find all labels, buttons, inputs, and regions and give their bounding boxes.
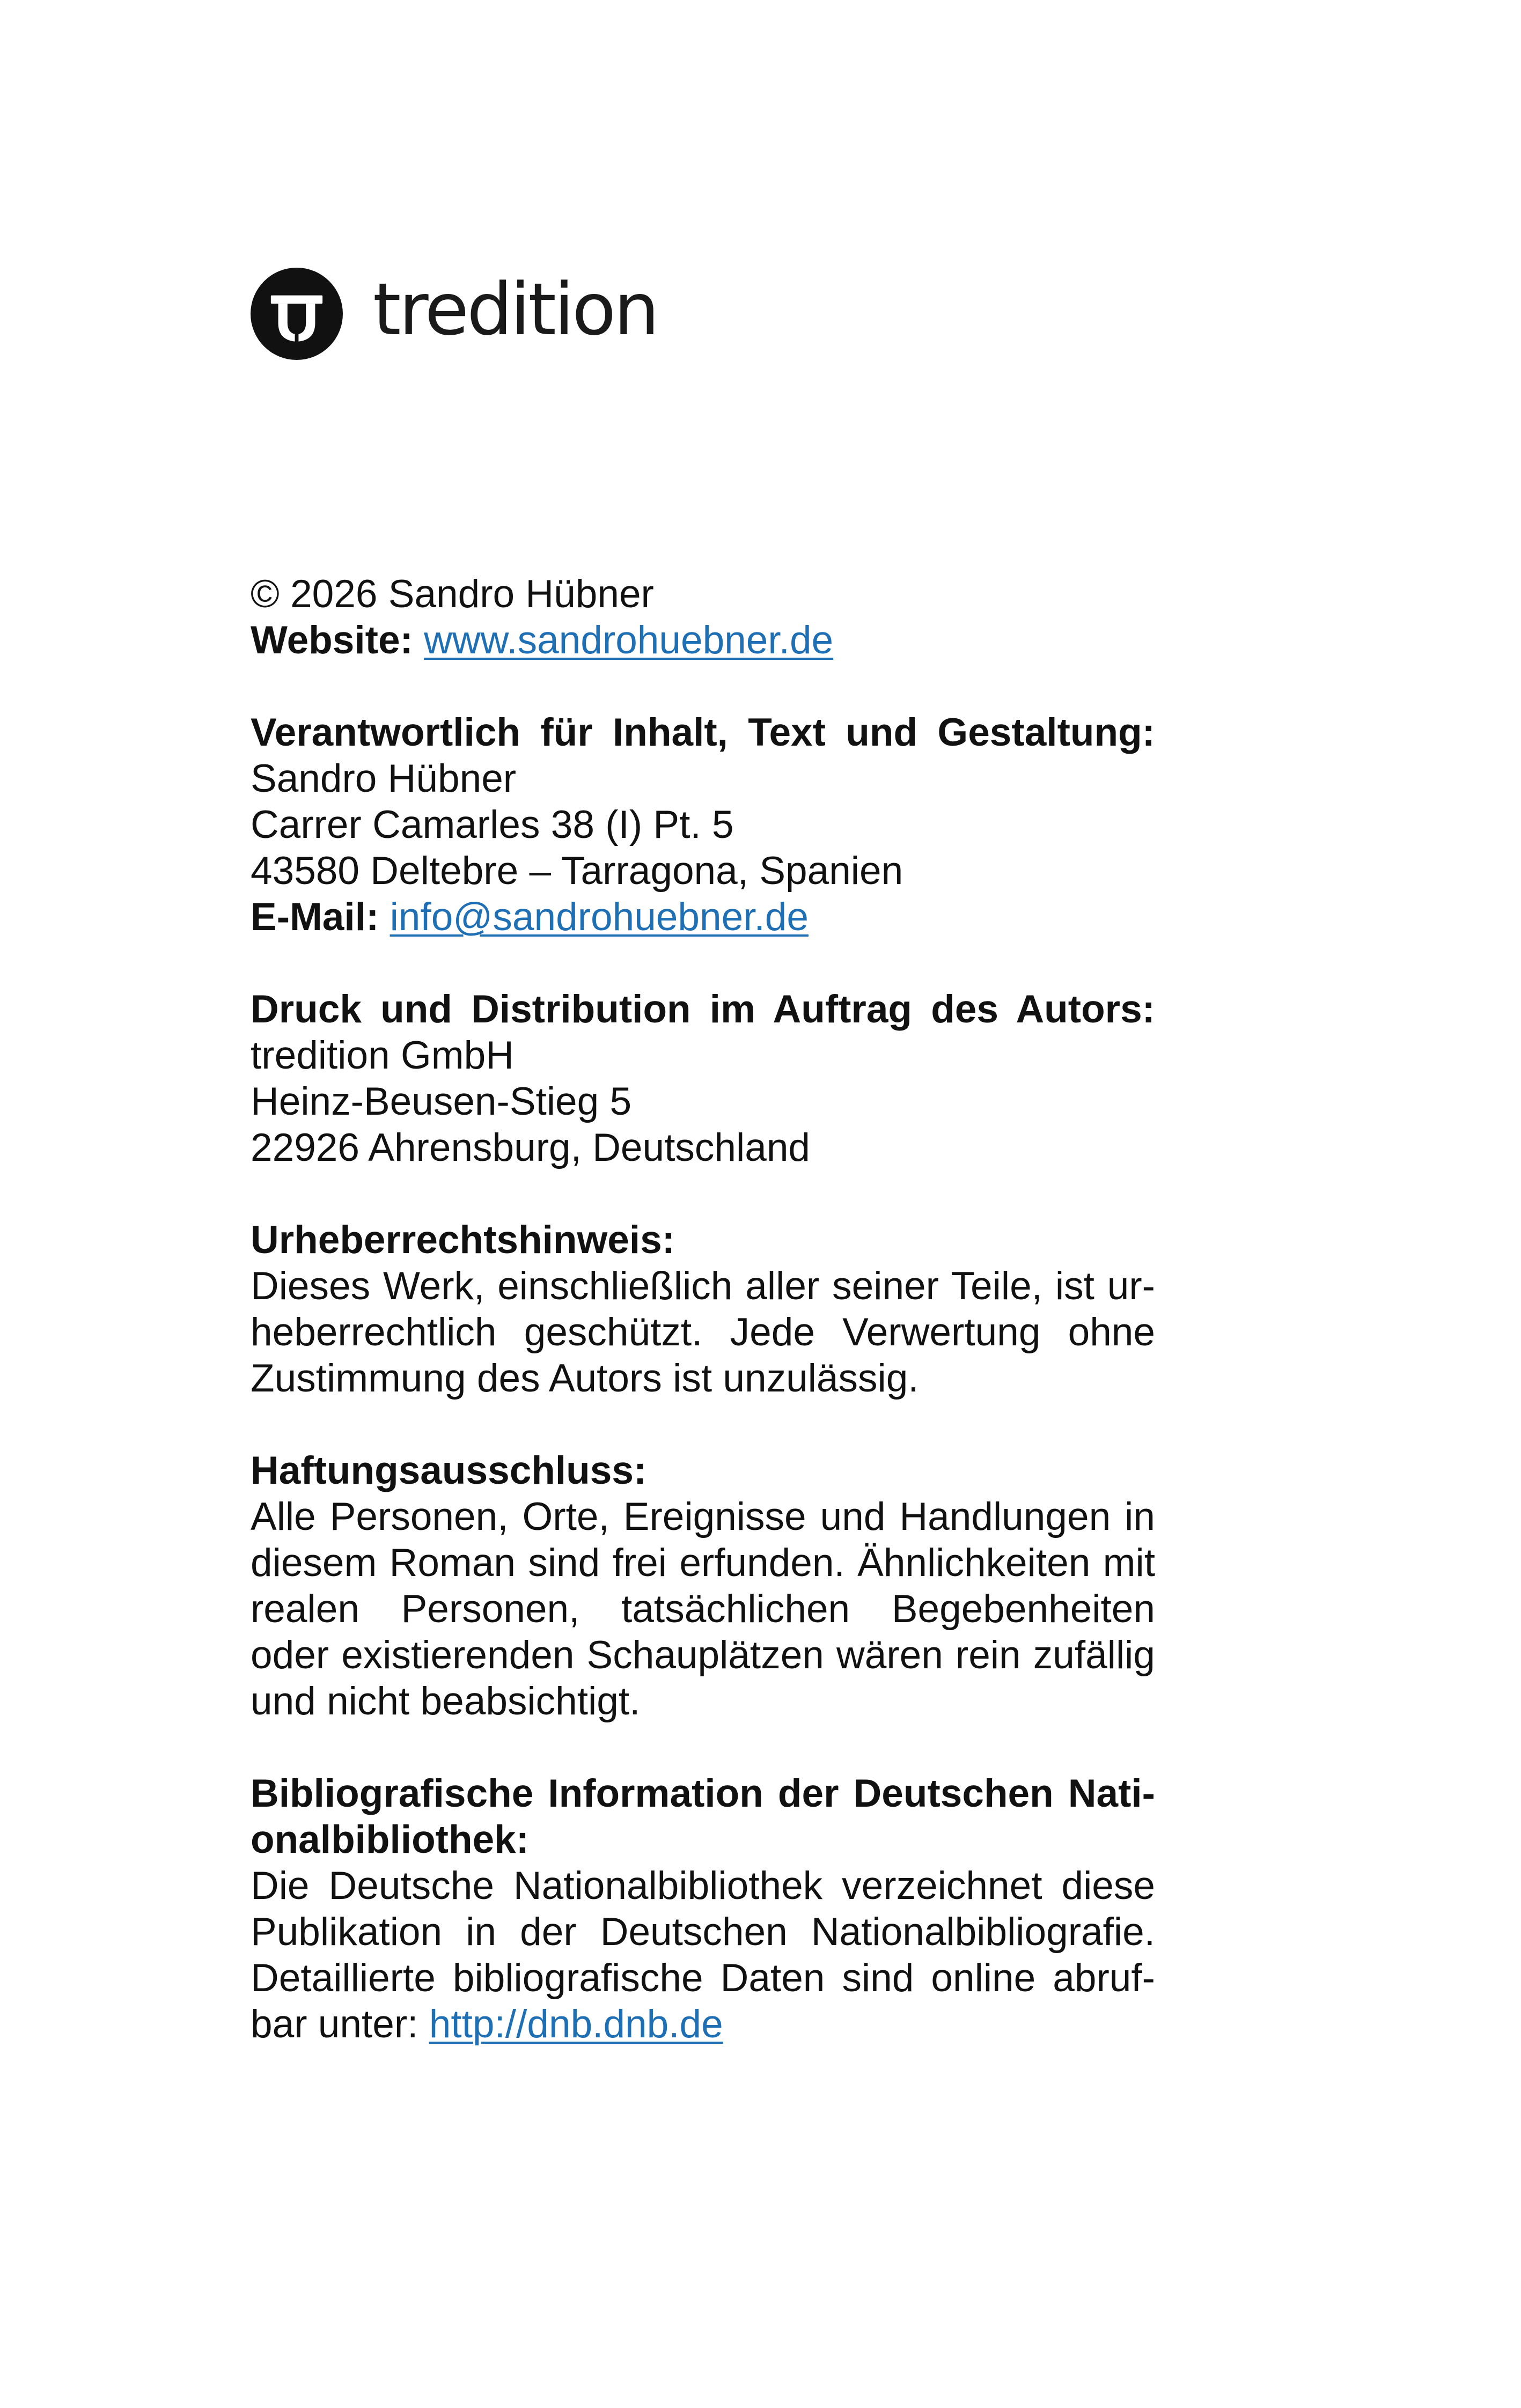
website-line xyxy=(251,617,1155,664)
copyright-notice-block xyxy=(251,1217,1155,1402)
distribution-heading: Druck und Distribution im Auftrag des Autors: xyxy=(251,988,1155,1031)
responsible-city: 43580 Deltebre – Tarragona, Spanien xyxy=(251,849,903,893)
tredition-logo-icon xyxy=(251,268,343,360)
email-label: E-Mail: xyxy=(251,895,379,939)
bibliography-block xyxy=(251,1771,1155,2048)
bibliography-line: bar unter: xyxy=(251,2002,418,2046)
disclaimer-line: und nicht beabsichtigt. xyxy=(251,1680,641,1723)
bibliography-last-line xyxy=(251,2001,1155,2048)
copyright-notice-line: Dieses Werk, einschließlich aller seiner Teile, ist ur- xyxy=(251,1264,1155,1308)
email-line xyxy=(251,894,1155,940)
email-link[interactable]: info@sandrohuebner.de xyxy=(390,895,809,939)
disclaimer-line: Alle Personen, Orte, Ereignisse und Handlungen in xyxy=(251,1495,1155,1538)
copyright-line: © 2026 Sandro Hübner xyxy=(251,572,654,616)
copyright-block xyxy=(251,571,1155,664)
imprint-page xyxy=(251,571,1155,2094)
copyright-notice-line: Zustimmung des Autors ist unzulässig. xyxy=(251,1357,919,1400)
disclaimer-line: diesem Roman sind frei erfunden. Ähnlichkeiten mit xyxy=(251,1541,1155,1585)
bibliography-heading: Bibliografische Information der Deutschen Nati- xyxy=(251,1772,1155,1815)
responsible-block xyxy=(251,710,1155,940)
responsible-heading: Verantwortlich für Inhalt, Text und Gestaltung: xyxy=(251,711,1155,754)
website-label: Website: xyxy=(251,618,413,662)
distribution-city: 22926 Ahrensburg, Deutschland xyxy=(251,1126,811,1169)
distribution-street: Heinz-Beusen-Stieg 5 xyxy=(251,1080,632,1123)
website-link[interactable]: www.sandrohuebner.de xyxy=(424,618,834,662)
publisher-logo xyxy=(251,268,657,360)
logo-wordmark: tredition xyxy=(373,268,658,351)
responsible-name: Sandro Hübner xyxy=(251,757,517,800)
disclaimer-line: realen Personen, tatsächlichen Begebenheiten xyxy=(251,1587,1155,1631)
distribution-company: tredition GmbH xyxy=(251,1034,514,1077)
bibliography-line: Die Deutsche Nationalbibliothek verzeichnet diese xyxy=(251,1864,1155,1908)
copyright-notice-heading: Urheberrechtshinweis: xyxy=(251,1218,675,1262)
distribution-block xyxy=(251,986,1155,1171)
responsible-street: Carrer Camarles 38 (I) Pt. 5 xyxy=(251,803,734,846)
disclaimer-heading: Haftungsausschluss: xyxy=(251,1449,647,1492)
copyright-notice-line: heberrechtlich geschützt. Jede Verwertung ohne xyxy=(251,1310,1155,1354)
disclaimer-line: oder existierenden Schauplätzen wären rein zufällig xyxy=(251,1633,1155,1677)
dnb-link[interactable]: http://dnb.dnb.de xyxy=(429,2002,723,2046)
bibliography-heading: onalbibliothek: xyxy=(251,1818,530,1861)
disclaimer-block xyxy=(251,1448,1155,1725)
bibliography-line: Publikation in der Deutschen Nationalbibliografie. xyxy=(251,1910,1155,1954)
bibliography-line: Detaillierte bibliografische Daten sind online abruf- xyxy=(251,1956,1155,2000)
